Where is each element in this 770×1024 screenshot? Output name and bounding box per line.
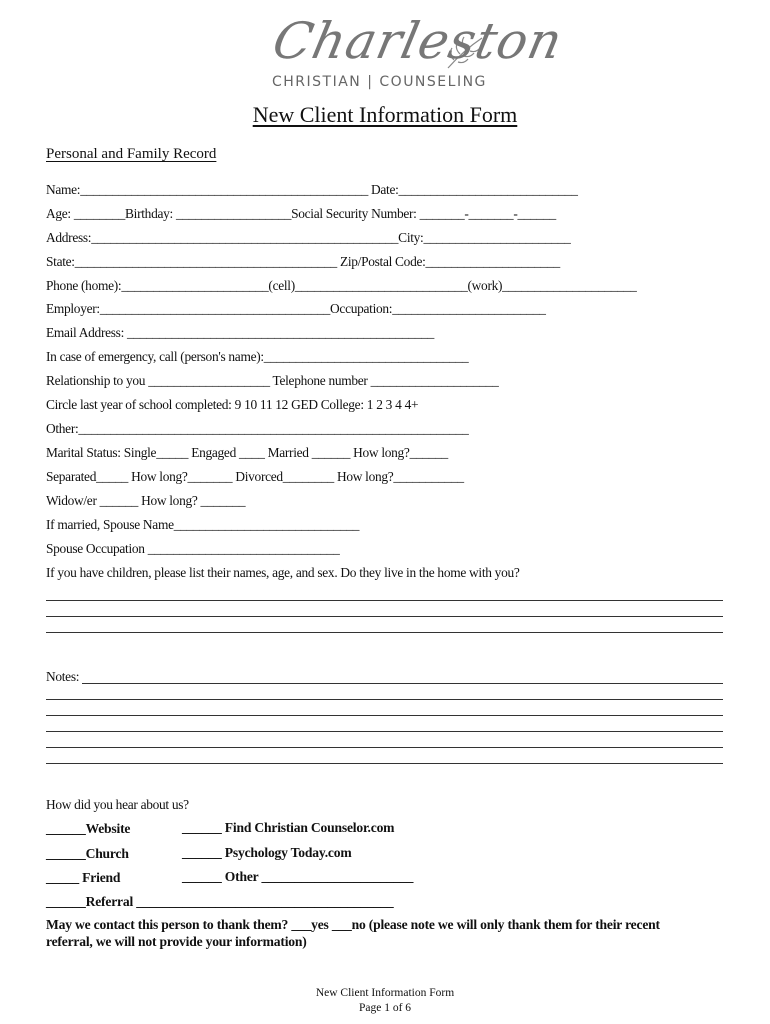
- church-option[interactable]: ______Church: [46, 846, 129, 861]
- logo-script-text: Charleston: [267, 12, 568, 70]
- notes-line[interactable]: [46, 715, 723, 716]
- charleston-logo: [267, 10, 568, 98]
- spouse-occupation-line[interactable]: Spouse Occupation ______________________________: [46, 541, 340, 556]
- widow-line[interactable]: Widow/er ______ How long? _______: [46, 493, 246, 508]
- notes-line[interactable]: [46, 763, 723, 764]
- children-question: If you have children, please list their names, age, and sex. Do they live in the home with you?: [46, 565, 520, 580]
- children-answer-line[interactable]: [46, 600, 723, 601]
- notes-line[interactable]: [46, 731, 723, 732]
- website-option[interactable]: ______Website: [46, 821, 131, 836]
- relationship-phone-line[interactable]: Relationship to you ___________________ Telephone number ____________________: [46, 373, 499, 388]
- contact-question-note: referral, we will not provide your information): [46, 934, 307, 949]
- contact-question[interactable]: May we contact this person to thank them? ___yes ___no (please note we will only thank them for their recent: [46, 917, 660, 932]
- school-completed-line[interactable]: Circle last year of school completed: 9 10 11 12 GED College: 1 2 3 4 4+: [46, 397, 419, 412]
- friend-option[interactable]: _____ Friend: [46, 870, 121, 885]
- phone-line[interactable]: Phone (home):_______________________(cell)___________________________(work)_____________________: [46, 278, 637, 293]
- footer-title: New Client Information Form: [315, 987, 455, 999]
- referral-question: How did you hear about us?: [46, 797, 189, 812]
- age-birthday-ssn-line[interactable]: Age: ________Birthday: __________________Social Security Number: _______-_______-______: [46, 206, 556, 221]
- other-option[interactable]: ______ Other _______________________: [182, 869, 414, 884]
- spouse-name-line[interactable]: If married, Spouse Name_____________________________: [46, 517, 360, 532]
- separated-divorced-line[interactable]: Separated_____ How long?_______ Divorced________ How long?___________: [46, 469, 464, 484]
- emergency-contact-line[interactable]: In case of emergency, call (person's name):________________________________: [46, 349, 469, 364]
- referral-option[interactable]: ______Referral _______________________________________: [46, 894, 394, 909]
- notes-line[interactable]: [46, 699, 723, 700]
- notes-line[interactable]: [82, 683, 723, 684]
- psychology-today-option[interactable]: ______ Psychology Today.com: [182, 845, 352, 860]
- children-answer-line[interactable]: [46, 616, 723, 617]
- notes-line[interactable]: [46, 747, 723, 748]
- state-zip-line[interactable]: State:_________________________________________ Zip/Postal Code:_____________________: [46, 254, 560, 269]
- logo-subtitle: CHRISTIAN | COUNSELING: [272, 74, 487, 90]
- email-line[interactable]: Email Address: ________________________________________________: [46, 325, 435, 340]
- footer-page-number: Page 1 of 6: [358, 1002, 412, 1014]
- address-city-line[interactable]: Address:________________________________________________City:_______________________: [46, 230, 571, 245]
- children-answer-line[interactable]: [46, 632, 723, 633]
- form-title: New Client Information Form: [252, 102, 518, 127]
- notes-label: Notes:: [46, 669, 80, 684]
- marital-status-line[interactable]: Marital Status: Single_____ Engaged ____ Married ______ How long?______: [46, 445, 448, 460]
- employer-occupation-line[interactable]: Employer:____________________________________Occupation:________________________: [46, 301, 546, 316]
- name-date-line[interactable]: Name:_____________________________________________ Date:____________________________: [46, 182, 578, 197]
- find-christian-counselor-option[interactable]: ______ Find Christian Counselor.com: [182, 820, 395, 835]
- section-title: Personal and Family Record: [46, 146, 217, 162]
- other-line[interactable]: Other:_____________________________________________________________: [46, 421, 469, 436]
